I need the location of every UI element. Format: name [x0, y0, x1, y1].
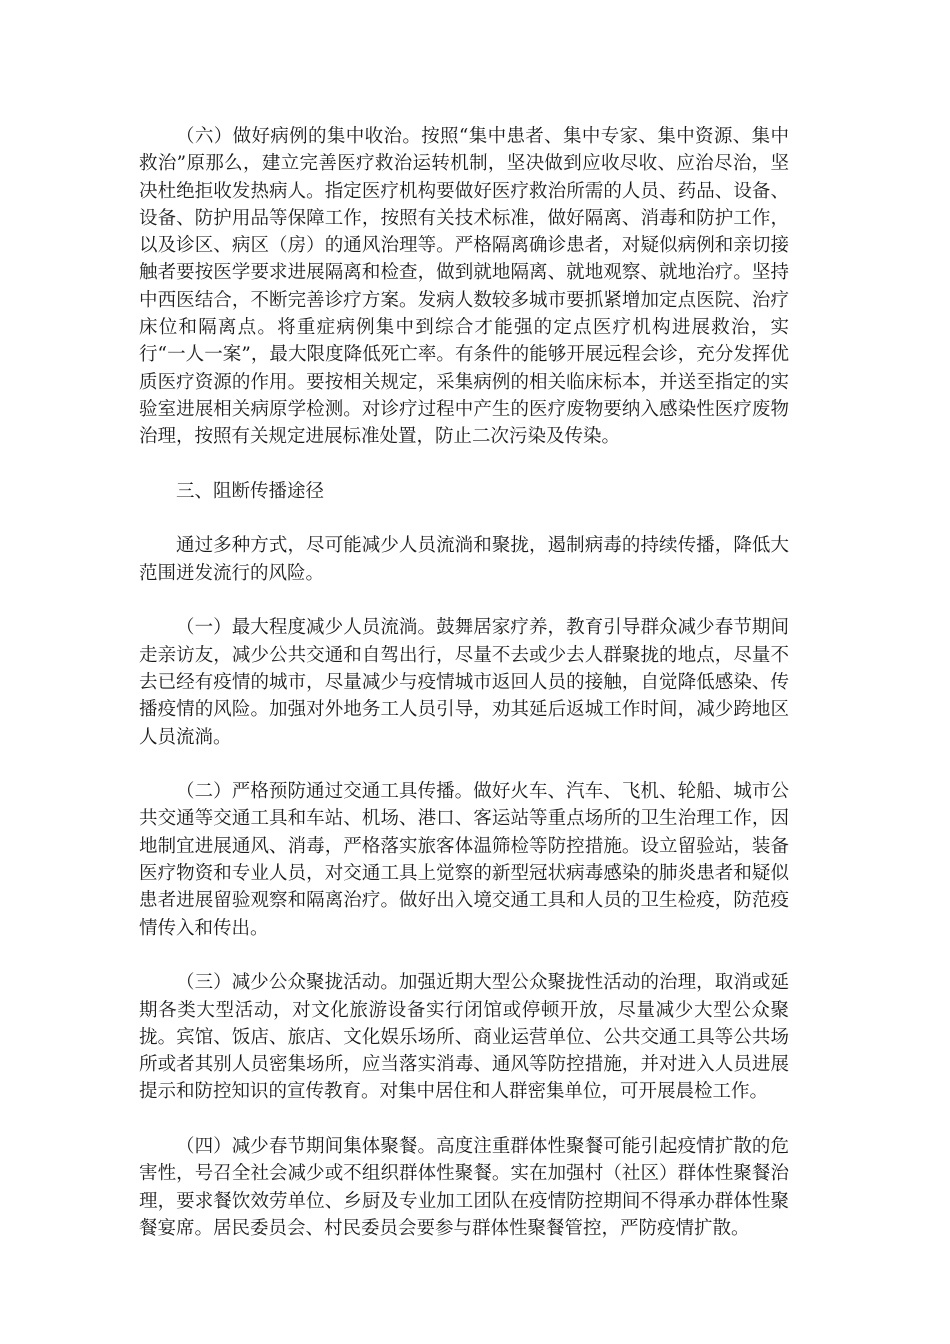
section-heading-block-transmission: 三、阻断传播途径 [176, 480, 325, 502]
paragraph-centralized-treatment: （六）做好病例的集中收治。按照“集中患者、集中专家、集中资源、集中救治”原那么，建立完善医疗救治运转机制，坚决做到应收尽收、应治尽治，坚决杜绝拒收发热病人。指定医疗机构要做好医疗救治所需的人员、药品、设备、设备、防护用品等保障工作，按照有关技术标准，做好隔离、消毒和防护工作，以及诊区、病区（房）的通风治理等。严格隔离确诊患者，对疑似病例和亲切接触者要按医学要求进展隔离和检查，做到就地隔离、就地观察、就地治疗。坚持中西医结合，不断完善诊疗方案。发病人数较多城市要抓紧增加定点医院、治疗床位和隔离点。将重症病例集中到综合才能强的定点医疗机构进展救治，实行“一人一案”，最大限度降低死亡率。有条件的能够开展远程会诊，充分发挥优质医疗资源的作用。要按相关规定，采集病例的相关临床标本，并送至指定的实验室进展相关病原学检测。对诊疗过程中产生的医疗废物要纳入感染性医疗废物治理，按照有关规定进展标准处置，防止二次污染及传染。 [139, 126, 789, 448]
paragraph-public-gatherings: （三）减少公众聚拢活动。加强近期大型公众聚拢性活动的治理，取消或延期各类大型活动，对文化旅游设备实行闭馆或停顿开放，尽量减少大型公众聚拢。宾馆、饭店、旅店、文化娱乐场所、商业运营单位、公共交通工具等公共场所或者其别人员密集场所，应当落实消毒、通风等防控措施，并对进入人员进展提示和防控知识的宣传教育。对集中居住和人群密集单位，可开展晨检工作。 [139, 972, 789, 1103]
paragraph-spring-festival-dining: （四）减少春节期间集体聚餐。高度注重群体性聚餐可能引起疫情扩散的危害性，号召全社会减少或不组织群体性聚餐。实在加强村（社区）群体性聚餐治理，要求餐饮效劳单位、乡厨及专业加工团队在疫情防控期间不得承办群体性聚餐宴席。居民委员会、村民委员会要参与群体性聚餐管控，严防疫情扩散。 [139, 1135, 789, 1239]
paragraph-reduce-movement: （一）最大程度减少人员流淌。鼓舞居家疗养，教育引导群众减少春节期间走亲访友，减少公共交通和自驾出行，尽量不去或少去人群聚拢的地点，尽量不去已经有疫情的城市，尽量减少与疫情城市返回人员的接触，自觉降低感染、传播疫情的风险。加强对外地务工人员引导，劝其延后返城工作时间，减少跨地区人员流淌。 [139, 617, 789, 748]
paragraph-transport-prevention: （二）严格预防通过交通工具传播。做好火车、汽车、飞机、轮船、城市公共交通等交通工具和车站、机场、港口、客运站等重点场所的卫生治理工作，因地制宜进展通风、消毒，严格落实旅客体温筛检等防控措施。设立留验站，装备医疗物资和专业人员，对交通工具上觉察的新型冠状病毒感染的肺炎患者和疑似患者进展留验观察和隔离治疗。做好出入境交通工具和人员的卫生检疫，防范疫情传入和传出。 [139, 781, 789, 939]
document-page [139, 123, 789, 1269]
paragraph-intro: 通过多种方式，尽可能减少人员流淌和聚拢，遏制病毒的持续传播，降低大范围迸发流行的风险。 [139, 535, 789, 584]
